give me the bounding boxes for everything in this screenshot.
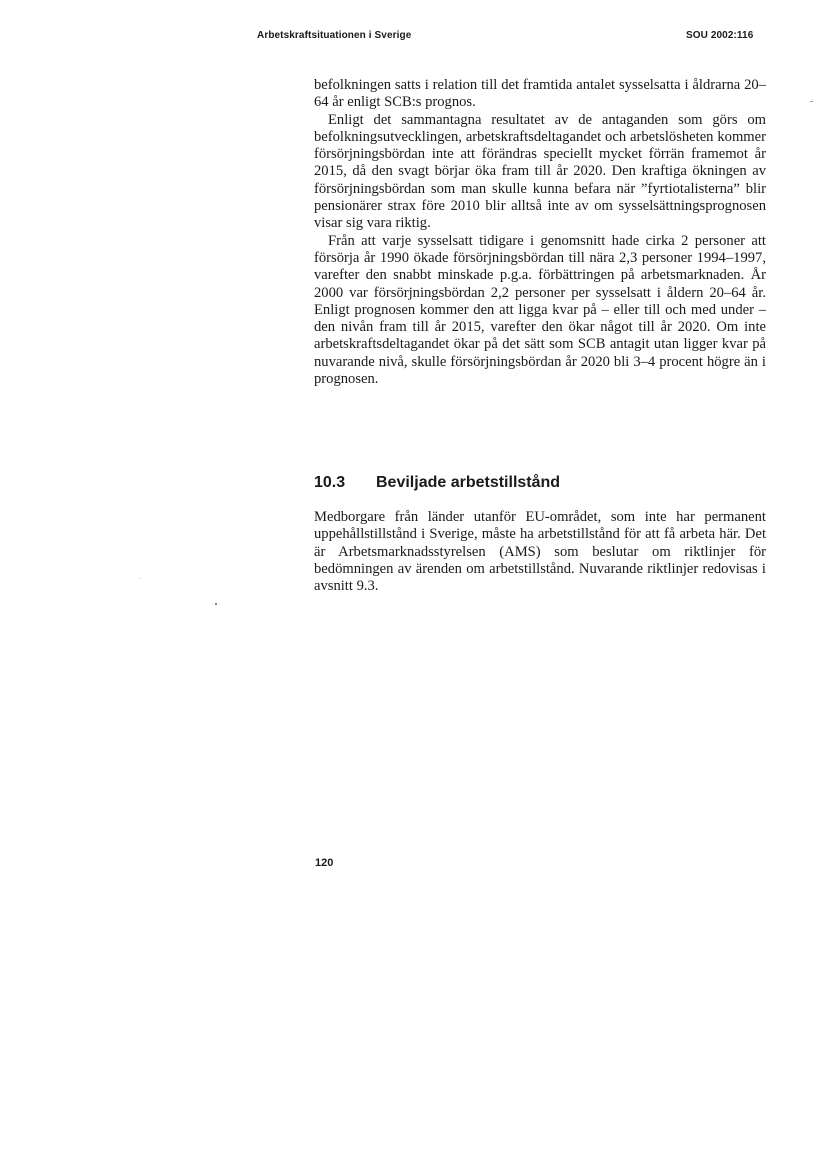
running-header-left: Arbetskraftsituationen i Sverige: [257, 30, 412, 41]
paragraph: Medborgare från länder utanför EU-området, som inte har permanent uppehållstillstånd i Sverige, måste ha arbetstillstånd för att få arbeta här. Det är Arbetsmarknadsstyrelsen (AMS) som beslutar om riktlinjer för bedömningen av ärenden om arbetstillstånd. Nuvarande riktlinjer redovisas i avsnitt 9.3.: [314, 509, 766, 595]
section-title: Beviljade arbetstillstånd: [376, 474, 561, 491]
body-text-block: [314, 77, 766, 388]
scan-speck: [215, 603, 217, 605]
paragraph: Enligt det sammantagna resultatet av de antaganden som görs om befolkningsutvecklingen, arbetskraftsdeltagandet och arbetslösheten kommer försörjningsbördan inte att förändras speciellt mycket förrän framemot år 2015, då den svagt börjar öka fram till år 2020. Den kraftiga ökningen av försörjningsbördan som man skulle kunna befara när ”fyrtiotalisterna” blir pensionärer strax före 2010 blir alltså inte av om sysselsättningsprognosen visar sig vara riktig.: [314, 111, 766, 232]
running-header-right: SOU 2002:116: [686, 30, 754, 41]
scan-speck: [810, 101, 813, 102]
page-number: 120: [315, 857, 334, 869]
section-number: 10.3: [314, 474, 346, 491]
paragraph: Från att varje sysselsatt tidigare i genomsnitt hade cirka 2 personer att försörja år 1990 ökade försörjningsbördan till nära 2,3 personer 1994–1997, varefter den snabbt minskade p.g.a. förbättringen på arbetsmarknaden. År 2000 var försörjningsbördan 2,2 personer per sysselsatt i åldern 20–64 år. Enligt prognosen kommer den att ligga kvar på – eller till och med under – den nivån fram till år 2015, varefter den ökar något till år 2020. Om inte arbetskraftsdeltagandet ökar på det sätt som SCB antagit utan ligger kvar på nuvarande nivå, skulle försörjningsbördan år 2020 bli 3–4 procent högre än i prognosen.: [314, 232, 766, 388]
paragraph-continued: befolkningen satts i relation till det framtida antalet sysselsatta i åldrarna 20–64 år enligt SCB:s prognos.: [314, 77, 766, 111]
scan-speck: [140, 578, 141, 579]
section-body: [314, 509, 766, 595]
section-heading: [314, 474, 560, 492]
